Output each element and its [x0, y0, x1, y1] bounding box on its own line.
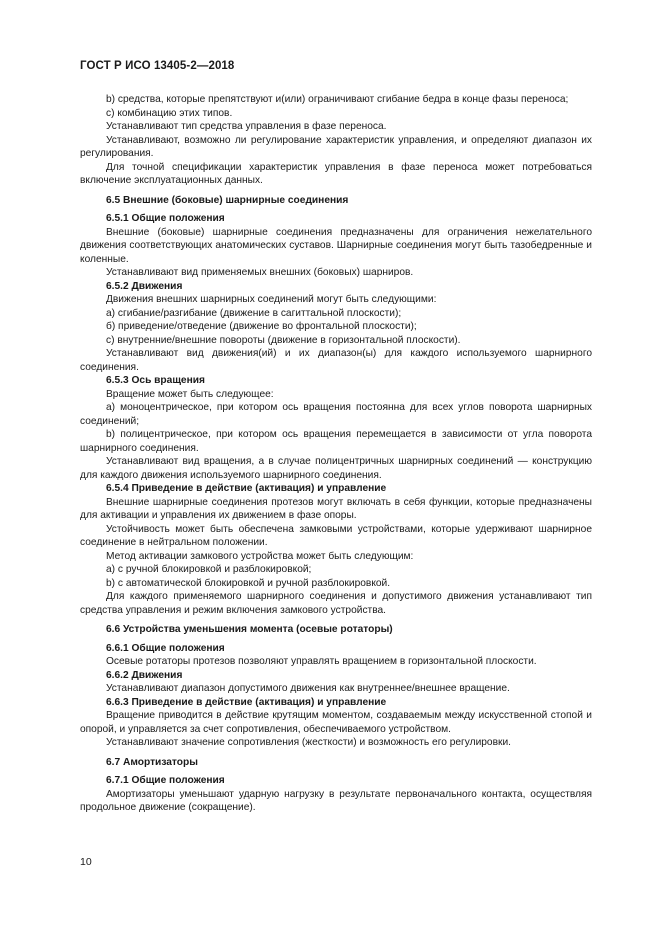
- subsection-heading: 6.6.1 Общие положения: [106, 642, 225, 654]
- paragraph: Устанавливают, возможно ли регулирование характеристик управления, и определяют диапазон их регулирования.: [80, 134, 592, 159]
- subsection-heading: 6.6.3 Приведение в действие (активация) и управление: [106, 696, 387, 708]
- section-heading: 6.6 Устройства уменьшения момента (осевые ротаторы): [106, 624, 393, 635]
- paragraph: Для каждого применяемого шарнирного соединения и допустимого движения устанавливают тип средства управления и режим включения замкового устройства.: [80, 591, 592, 616]
- section-heading: 6.5 Внешние (боковые) шарнирные соединения: [106, 194, 349, 206]
- list-item: а) моноцентрическое, при котором ось вращения постоянна для всех углов поворота шарнирных соединений;: [80, 402, 592, 427]
- paragraph: Устанавливают вид вращения, а в случае полицентричных шарнирных соединений — конструкцию для каждого движения используемого шарнирного соединения.: [80, 456, 592, 481]
- subsection-heading: 6.5.3 Ось вращения: [106, 375, 205, 386]
- paragraph: Устанавливают тип средства управления в фазе переноса.: [106, 121, 387, 132]
- subsection-heading: 6.6.2 Движения: [106, 669, 183, 681]
- list-item: b) полицентрическое, при котором ось вращения перемещается в зависимости от угла поворота шарнирного соединения.: [80, 429, 592, 454]
- paragraph: Амортизаторы уменьшают ударную нагрузку в результате первоначального контакта, осуществляя продольное движение (сокращение).: [80, 788, 592, 813]
- paragraph: Вращение приводится в действие крутящим моментом, создаваемым между искусственной стопой и опорой, и управляется за счет сопротивления, обеспечиваемого устройством.: [80, 710, 592, 735]
- paragraph: Вращение может быть следующее:: [106, 388, 274, 400]
- paragraph: Устанавливают вид применяемых внешних (боковых) шарниров.: [106, 267, 414, 278]
- paragraph: Внешние (боковые) шарнирные соединения предназначены для ограничения нежелательного движения соответствующих анатомических суставов. Шарнирные соединения могут быть тазобедренные и коленные.: [80, 226, 592, 265]
- paragraph: Движения внешних шарнирных соединений могут быть следующими:: [106, 294, 437, 305]
- list-item: b) с автоматической блокировкой и ручной разблокировкой.: [106, 577, 391, 589]
- list-item: а) сгибание/разгибание (движение в сагиттальной плоскости);: [106, 307, 402, 319]
- paragraph: Устанавливают вид движения(ий) и их диапазон(ы) для каждого используемого шарнирного соединения.: [80, 348, 592, 373]
- paragraph: b) средства, которые препятствуют и(или) ограничивают сгибание бедра в конце фазы переноса;: [106, 94, 569, 105]
- paragraph: Устанавливают диапазон допустимого движения как внутреннее/внешнее вращение.: [106, 683, 510, 694]
- paragraph: Метод активации замкового устройства может быть следующим:: [106, 550, 414, 562]
- document-header: ГОСТ Р ИСО 13405-2—2018: [80, 60, 235, 72]
- subsection-heading: 6.5.2 Движения: [106, 280, 183, 292]
- paragraph: c) комбинацию этих типов.: [106, 107, 233, 119]
- subsection-heading: 6.7.1 Общие положения: [106, 775, 225, 786]
- document-body: [80, 93, 592, 815]
- section-heading: 6.7 Амортизаторы: [106, 756, 198, 768]
- subsection-heading: 6.5.4 Приведение в действие (активация) и управление: [106, 483, 387, 494]
- subsection-heading: 6.5.1 Общие положения: [106, 213, 225, 224]
- paragraph: Внешние шарнирные соединения протезов могут включать в себя функции, которые предназначены для активации и управления их движением в фазе опоры.: [80, 496, 592, 521]
- list-item: а) с ручной блокировкой и разблокировкой;: [106, 564, 312, 575]
- list-item: б) приведение/отведение (движение во фронтальной плоскости);: [106, 321, 417, 332]
- paragraph: Для точной спецификации характеристик управления в фазе переноса может потребоваться включение эксплуатационных данных.: [80, 161, 592, 186]
- paragraph: Устойчивость может быть обеспечена замковыми устройствами, которые удерживают шарнирное соединение в нейтральном положении.: [80, 523, 592, 548]
- paragraph: Устанавливают значение сопротивления (жесткости) и возможность его регулировки.: [106, 737, 511, 748]
- paragraph: Осевые ротаторы протезов позволяют управлять вращением в горизонтальной плоскости.: [106, 656, 537, 667]
- list-item: с) внутренние/внешние повороты (движение в горизонтальной плоскости).: [106, 334, 461, 346]
- page-number: 10: [80, 856, 92, 868]
